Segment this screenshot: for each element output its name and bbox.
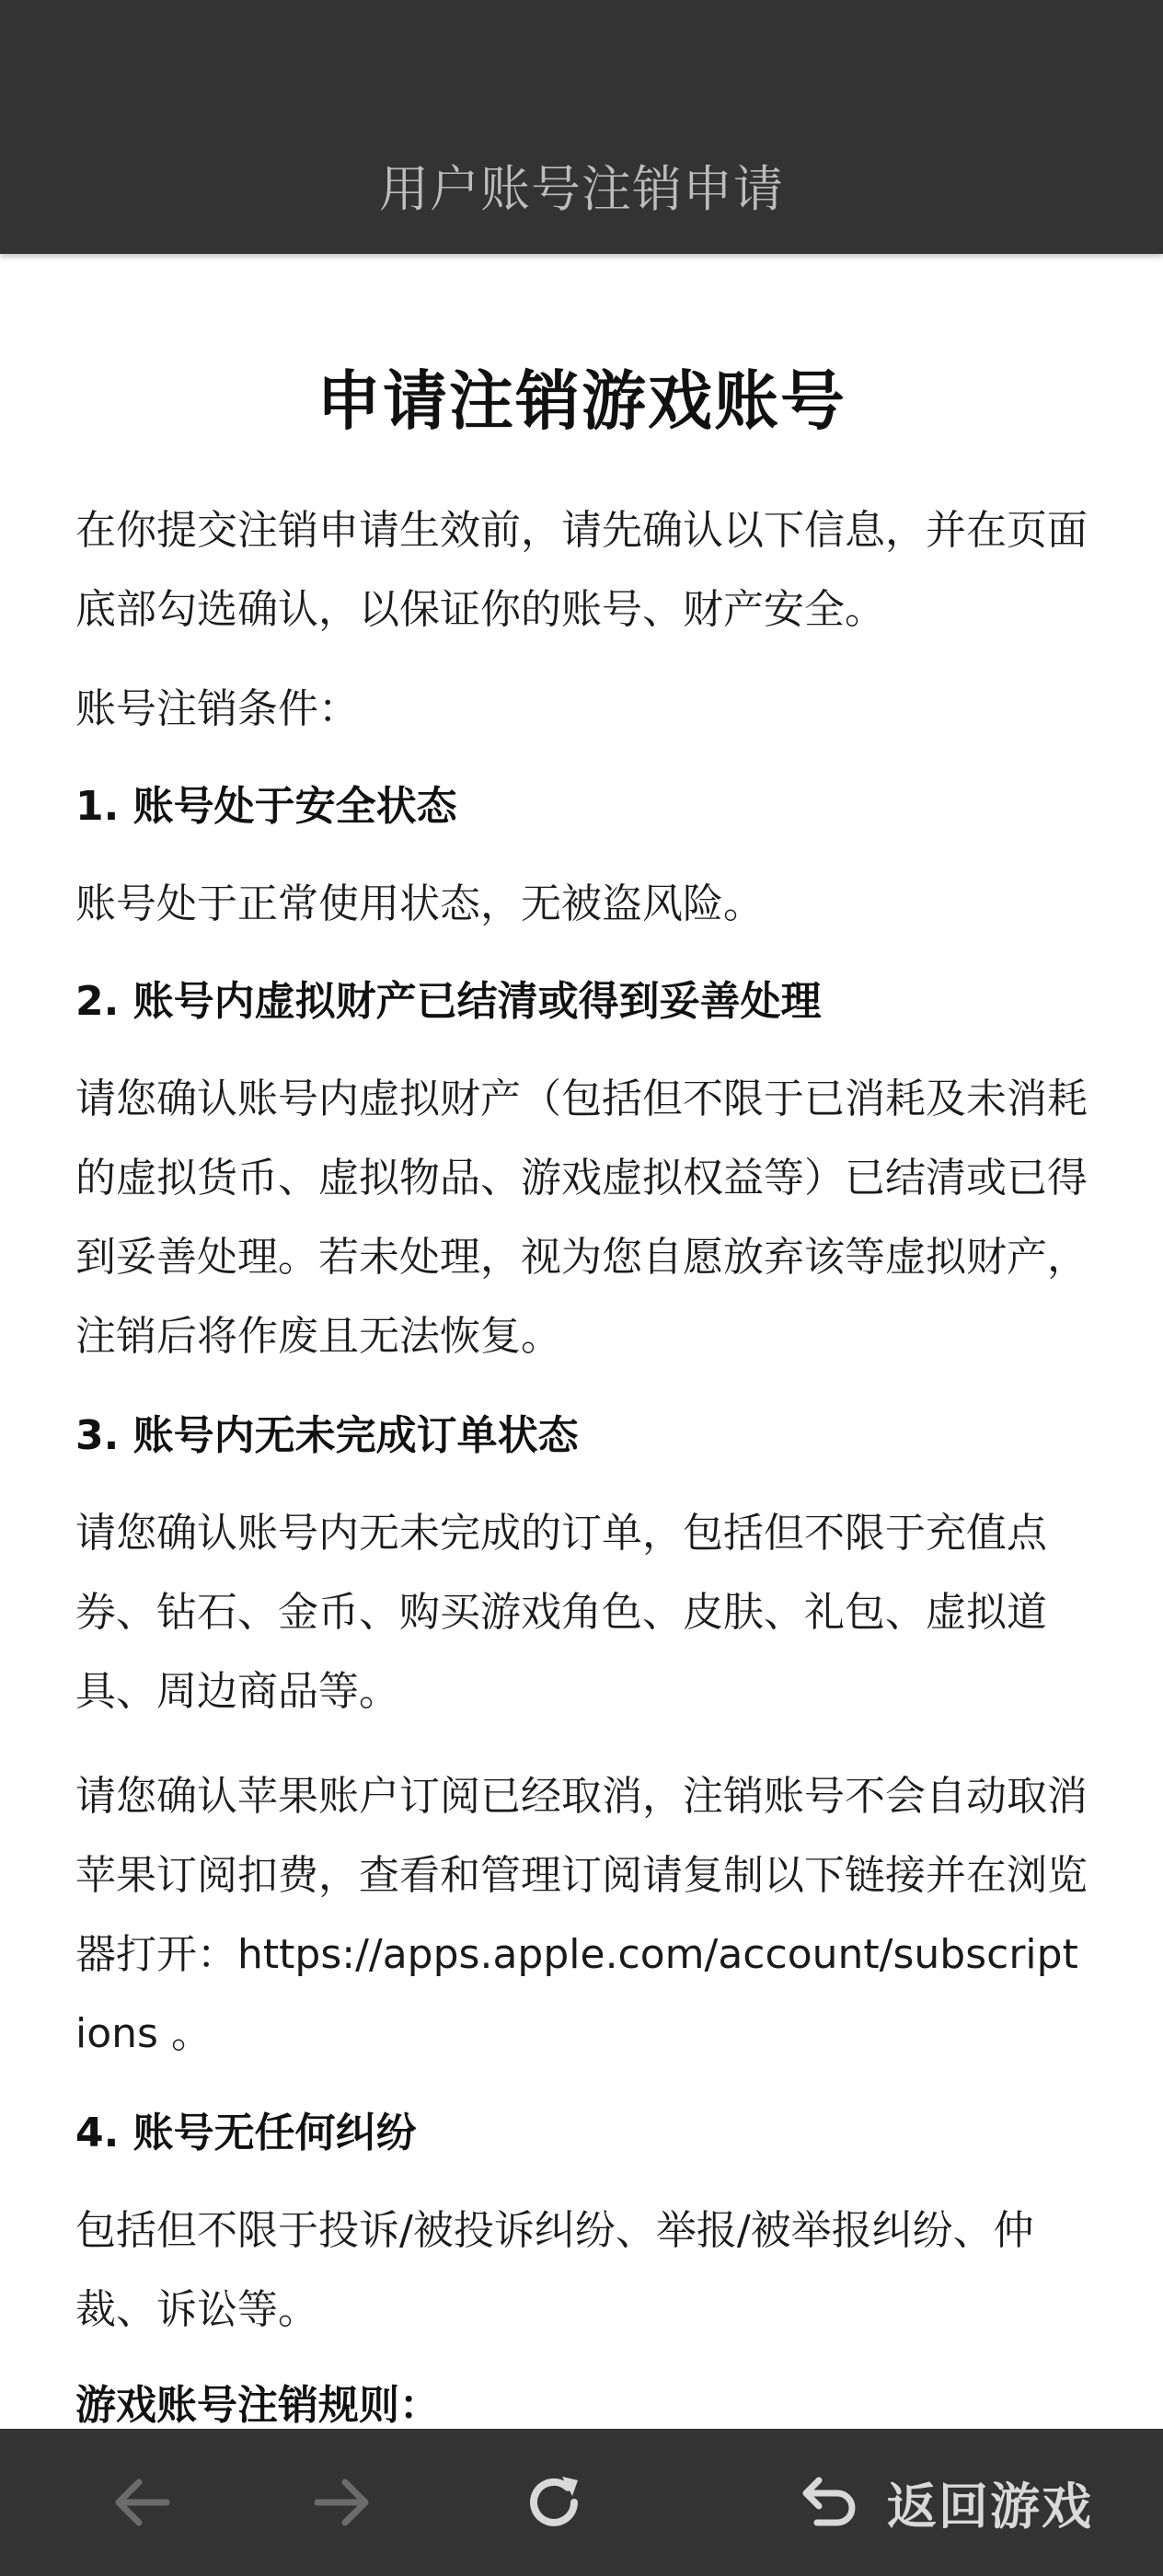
section-heading-4: 4. 账号无任何纠纷 — [75, 2110, 417, 2156]
return-arrow-icon — [799, 2471, 861, 2534]
app-header — [0, 0, 1163, 254]
section-heading-1: 1. 账号处于安全状态 — [75, 783, 457, 830]
document-title: 申请注销游戏账号 — [317, 363, 846, 439]
back-button[interactable] — [105, 2466, 178, 2539]
reload-icon — [521, 2469, 587, 2536]
section-paragraph: 账号处于正常使用状态，无被盗风险。 — [75, 880, 764, 927]
header-title: 用户账号注销申请 — [379, 160, 784, 218]
section-heading-3: 3. 账号内无未完成订单状态 — [75, 1412, 579, 1459]
apple-subscription-paragraph: 请您确认苹果账户订阅已经取消，注销账号不会自动取消苹果订阅扣费，查看和管理订阅请复制以下链接并在浏览器打开：https://apps.apple.com/account/subscriptions 。 — [75, 1773, 1088, 2057]
section-paragraph: 请您确认账号内虚拟财产（包括但不限于已消耗及未消耗的虚拟货币、虚拟物品、游戏虚拟权益等）已结清或已得到妥善处理。若未处理，视为您自愿放弃该等虚拟财产，注销后将作废且无法恢复。 — [75, 1075, 1088, 1360]
bottom-navigation-bar — [0, 2429, 1163, 2576]
forward-button[interactable] — [305, 2466, 379, 2539]
section-heading-2: 2. 账号内虚拟财产已结清或得到妥善处理 — [75, 978, 822, 1025]
document-content[interactable] — [75, 254, 1088, 2429]
arrow-right-icon — [310, 2470, 374, 2535]
return-to-game-label: 返回游戏 — [887, 2477, 1093, 2536]
arrow-left-icon — [109, 2470, 174, 2535]
conditions-label: 账号注销条件： — [75, 685, 359, 732]
intro-paragraph: 在你提交注销申请生效前，请先确认以下信息，并在页面底部勾选确认，以保证你的账号、财产安全。 — [75, 507, 1088, 633]
section-paragraph: 包括但不限于投诉/被投诉纠纷、举报/被举报纠纷、仲裁、诉讼等。 — [75, 2207, 1034, 2333]
rules-heading: 游戏账号注销规则： — [75, 2382, 440, 2429]
return-to-game-button[interactable] — [799, 2456, 1093, 2548]
reload-button[interactable] — [517, 2466, 591, 2539]
section-paragraph: 请您确认账号内无未完成的订单，包括但不限于充值点券、钻石、金币、购买游戏角色、皮肤、礼包、虚拟道具、周边商品等。 — [75, 1510, 1047, 1715]
